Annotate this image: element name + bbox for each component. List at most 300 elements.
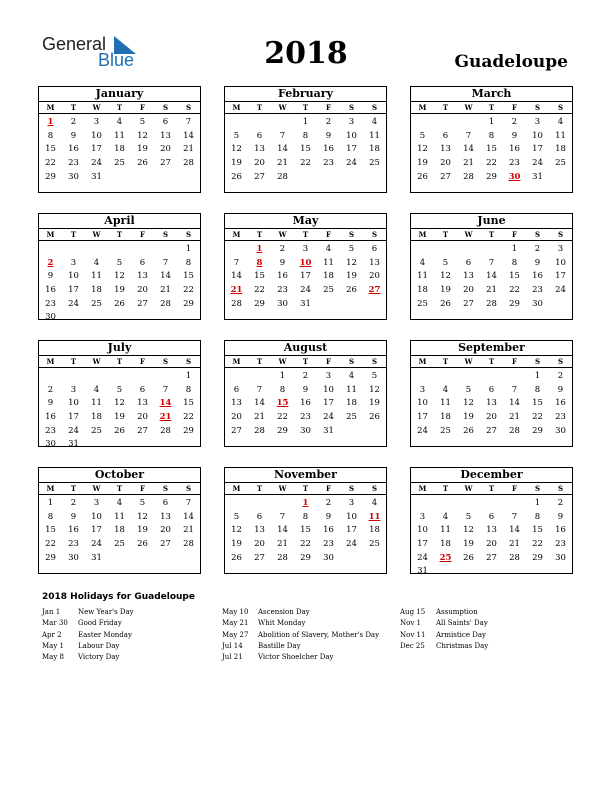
day: 16 — [45, 412, 56, 423]
weekday-label: S — [557, 230, 564, 239]
weekday-header — [411, 483, 572, 495]
weekday-header — [411, 229, 572, 241]
weekday-label: S — [348, 357, 355, 366]
weekday-label: W — [464, 357, 473, 366]
day: 29 — [532, 552, 543, 563]
day: 28 — [231, 298, 242, 309]
day: 16 — [300, 398, 311, 409]
logo-text-blue: Blue — [98, 50, 135, 70]
day: 5 — [465, 511, 472, 522]
day: 30 — [300, 425, 311, 436]
day: 31 — [532, 171, 543, 182]
weekday-label: T — [488, 484, 495, 493]
day: 19 — [417, 158, 428, 169]
day: 24 — [323, 412, 334, 423]
day: 22 — [45, 539, 56, 550]
day: 3 — [70, 384, 77, 395]
month-title: December — [411, 468, 572, 483]
day: 3 — [348, 117, 355, 127]
day: 27 — [231, 425, 242, 436]
day: 6 — [371, 244, 378, 254]
month-title: February — [225, 87, 386, 102]
day: 3 — [419, 511, 426, 522]
day-grid — [39, 368, 200, 452]
day: 25 — [417, 298, 428, 309]
day: 15 — [45, 144, 56, 155]
month-august — [224, 340, 387, 447]
day: 3 — [70, 257, 77, 268]
day: 24 — [68, 425, 79, 436]
day-grid — [225, 241, 386, 311]
holiday-date: May 1 — [42, 641, 64, 650]
day: 5 — [419, 130, 426, 141]
day: 15 — [254, 271, 265, 282]
day: 18 — [114, 144, 125, 155]
day-grid — [411, 114, 572, 184]
month-october — [38, 467, 201, 574]
day: 16 — [68, 525, 79, 536]
day: 15 — [486, 144, 497, 155]
day: 11 — [555, 130, 566, 141]
day: 22 — [300, 158, 311, 169]
day: 1 — [185, 371, 192, 381]
blank-day — [457, 370, 480, 384]
day: 7 — [511, 511, 518, 522]
day: 8 — [488, 130, 495, 141]
weekday-label: S — [185, 103, 192, 112]
day: 17 — [323, 398, 334, 409]
day: 18 — [369, 144, 380, 155]
weekday-label: M — [46, 230, 55, 239]
weekday-label: T — [488, 103, 495, 112]
day: 26 — [137, 539, 148, 550]
day: 18 — [440, 412, 451, 423]
weekday-label: F — [512, 484, 517, 493]
blank-day — [225, 497, 248, 511]
day: 21 — [277, 158, 288, 169]
day: 17 — [68, 412, 79, 423]
day: 27 — [254, 552, 265, 563]
day: 6 — [162, 117, 169, 127]
day: 4 — [116, 498, 123, 508]
weekday-label: F — [512, 357, 517, 366]
day: 25 — [555, 158, 566, 169]
day: 27 — [463, 298, 474, 309]
day: 6 — [256, 511, 263, 522]
day: 14 — [509, 398, 520, 409]
day: 30 — [555, 425, 566, 436]
day: 31 — [91, 552, 102, 563]
month-title: January — [39, 87, 200, 102]
day: 13 — [486, 398, 497, 409]
holiday-name: Victory Day — [78, 653, 120, 662]
blank-day — [62, 243, 85, 257]
blank-day — [480, 243, 503, 257]
day: 20 — [160, 525, 171, 536]
day: 9 — [47, 271, 54, 282]
day: 9 — [47, 398, 54, 409]
day: 20 — [231, 412, 242, 423]
day: 23 — [555, 412, 566, 423]
day: 27 — [137, 425, 148, 436]
day: 27 — [137, 298, 148, 309]
weekday-label: W — [464, 230, 473, 239]
blank-day — [248, 370, 271, 384]
day: 13 — [369, 257, 380, 268]
day: 11 — [346, 384, 357, 395]
month-june — [410, 213, 573, 320]
day: 27 — [486, 425, 497, 436]
weekday-label: T — [256, 484, 263, 493]
day: 13 — [463, 271, 474, 282]
day: 21 — [183, 144, 194, 155]
day: 14 — [277, 144, 288, 155]
weekday-label: S — [162, 230, 169, 239]
day: 13 — [137, 271, 148, 282]
weekday-label: T — [70, 230, 77, 239]
blank-day — [225, 116, 248, 130]
day: 20 — [369, 271, 380, 282]
day: 26 — [231, 552, 242, 563]
day: 29 — [532, 425, 543, 436]
blank-day — [85, 370, 108, 384]
day: 29 — [300, 552, 311, 563]
day: 31 — [300, 298, 311, 309]
day: 18 — [417, 285, 428, 296]
day: 10 — [323, 384, 334, 395]
weekday-header — [225, 483, 386, 495]
day: 9 — [511, 130, 518, 141]
weekday-header — [225, 102, 386, 114]
day: 9 — [325, 130, 332, 141]
weekday-label: W — [92, 103, 101, 112]
day: 30 — [68, 552, 79, 563]
weekday-label: S — [348, 103, 355, 112]
day: 3 — [419, 384, 426, 395]
month-title: August — [225, 341, 386, 356]
day: 5 — [139, 117, 146, 127]
day: 14 — [486, 271, 497, 282]
holiday-name: Labour Day — [78, 641, 120, 650]
day: 23 — [68, 539, 79, 550]
weekday-label: T — [488, 230, 495, 239]
day: 16 — [323, 144, 334, 155]
weekday-label: S — [371, 357, 378, 366]
day: 11 — [440, 525, 451, 536]
day: 5 — [465, 384, 472, 395]
day: 28 — [183, 539, 194, 550]
day: 2 — [557, 498, 564, 508]
holiday-date: Nov 11 — [400, 630, 426, 639]
weekday-label: W — [92, 230, 101, 239]
holiday-date: Nov 1 — [400, 619, 421, 628]
day: 13 — [231, 398, 242, 409]
weekday-label: W — [92, 357, 101, 366]
weekday-header — [225, 229, 386, 241]
day: 10 — [91, 511, 102, 522]
day: 15 — [509, 271, 520, 282]
day: 30 — [68, 171, 79, 182]
day: 23 — [323, 539, 334, 550]
day: 5 — [116, 384, 123, 395]
day: 19 — [114, 412, 125, 423]
holiday-date: May 21 — [222, 619, 249, 628]
day: 12 — [114, 271, 125, 282]
day: 15 — [532, 525, 543, 536]
day: 12 — [137, 511, 148, 522]
day: 8 — [534, 511, 541, 522]
month-title: October — [39, 468, 200, 483]
day: 10 — [417, 525, 428, 536]
day: 15 — [183, 398, 194, 409]
blank-day — [503, 497, 526, 511]
day: 12 — [369, 384, 380, 395]
day: 4 — [116, 117, 123, 127]
holiday-day: 2 — [47, 257, 54, 268]
day: 17 — [91, 525, 102, 536]
day: 19 — [231, 158, 242, 169]
weekday-header — [411, 356, 572, 368]
day: 17 — [417, 539, 428, 550]
day: 11 — [323, 257, 334, 268]
day: 7 — [162, 384, 169, 395]
weekday-label: S — [371, 103, 378, 112]
month-january — [38, 86, 201, 193]
day: 22 — [532, 412, 543, 423]
day: 8 — [47, 130, 54, 141]
weekday-label: T — [256, 103, 263, 112]
weekday-label: W — [464, 103, 473, 112]
day: 27 — [254, 171, 265, 182]
blank-day — [108, 370, 131, 384]
weekday-label: F — [140, 230, 145, 239]
day: 28 — [463, 171, 474, 182]
holiday-name: Abolition of Slavery, Mother's Day — [258, 630, 380, 639]
holiday-day: 21 — [230, 285, 243, 296]
day: 9 — [302, 384, 309, 395]
day: 1 — [511, 244, 518, 254]
weekday-label: S — [162, 357, 169, 366]
day: 21 — [183, 525, 194, 536]
day: 20 — [463, 285, 474, 296]
day: 1 — [279, 371, 286, 381]
blank-day — [434, 497, 457, 511]
month-title: May — [225, 214, 386, 229]
blank-day — [271, 116, 294, 130]
month-title: September — [411, 341, 572, 356]
day: 4 — [93, 257, 100, 268]
day: 2 — [70, 498, 77, 508]
month-title: July — [39, 341, 200, 356]
blank-day — [271, 497, 294, 511]
blank-day — [434, 243, 457, 257]
month-title: March — [411, 87, 572, 102]
weekday-label: T — [70, 484, 77, 493]
day: 1 — [47, 498, 54, 508]
blank-day — [225, 370, 248, 384]
day: 24 — [346, 539, 357, 550]
weekday-label: F — [512, 103, 517, 112]
weekday-header — [39, 102, 200, 114]
day-grid — [39, 495, 200, 565]
day: 14 — [277, 525, 288, 536]
day: 6 — [442, 130, 449, 141]
day: 24 — [532, 158, 543, 169]
holiday-day: 1 — [256, 244, 263, 254]
weekday-header — [39, 356, 200, 368]
blank-day — [39, 243, 62, 257]
day: 13 — [254, 144, 265, 155]
day: 12 — [231, 525, 242, 536]
day: 1 — [185, 244, 192, 254]
day: 8 — [534, 384, 541, 395]
day: 26 — [463, 425, 474, 436]
day: 11 — [369, 130, 380, 141]
weekday-label: T — [442, 484, 449, 493]
holiday-entry — [222, 607, 379, 618]
holiday-entry — [222, 641, 379, 652]
day: 8 — [302, 130, 309, 141]
day: 22 — [532, 539, 543, 550]
day: 17 — [91, 144, 102, 155]
day: 15 — [532, 398, 543, 409]
day: 13 — [254, 525, 265, 536]
day: 7 — [465, 130, 472, 141]
day: 17 — [532, 144, 543, 155]
month-april — [38, 213, 201, 323]
day: 3 — [534, 117, 541, 127]
weekday-label: T — [116, 230, 123, 239]
blank-day — [131, 243, 154, 257]
day: 18 — [91, 412, 102, 423]
holiday-name: Christmas Day — [436, 641, 489, 650]
day: 9 — [557, 384, 564, 395]
day: 19 — [346, 271, 357, 282]
holiday-name: All Saints' Day — [436, 619, 488, 628]
day: 19 — [231, 539, 242, 550]
day: 17 — [346, 144, 357, 155]
day: 25 — [91, 298, 102, 309]
blank-day — [248, 497, 271, 511]
day: 24 — [91, 158, 102, 169]
day: 28 — [277, 552, 288, 563]
weekday-label: S — [185, 357, 192, 366]
weekday-label: W — [278, 230, 287, 239]
day: 25 — [369, 539, 380, 550]
day: 10 — [91, 130, 102, 141]
weekday-header — [225, 356, 386, 368]
weekday-label: T — [116, 103, 123, 112]
day: 15 — [45, 525, 56, 536]
day: 24 — [417, 552, 428, 563]
day: 9 — [557, 511, 564, 522]
day-grid — [39, 241, 200, 325]
day: 17 — [68, 285, 79, 296]
weekday-label: T — [116, 484, 123, 493]
logo-text-general: General — [42, 34, 107, 54]
day: 12 — [463, 525, 474, 536]
day: 17 — [300, 271, 311, 282]
day: 26 — [114, 425, 125, 436]
day: 3 — [93, 117, 100, 127]
holiday-column — [222, 607, 379, 663]
day: 6 — [256, 130, 263, 141]
holiday-date: Jul 14 — [222, 641, 243, 650]
day: 26 — [346, 285, 357, 296]
day: 6 — [488, 384, 495, 395]
weekday-label: S — [162, 103, 169, 112]
weekday-label: T — [70, 103, 77, 112]
day: 11 — [114, 511, 125, 522]
day: 2 — [557, 371, 564, 381]
holiday-date: Mar 30 — [42, 619, 68, 628]
holiday-entry — [222, 618, 379, 629]
day: 26 — [231, 171, 242, 182]
day: 23 — [277, 285, 288, 296]
day: 25 — [114, 539, 125, 550]
day: 15 — [183, 271, 194, 282]
blank-day — [457, 497, 480, 511]
day: 12 — [346, 257, 357, 268]
blank-day — [85, 243, 108, 257]
blank-day — [108, 243, 131, 257]
day: 29 — [183, 425, 194, 436]
day: 7 — [256, 384, 263, 395]
day: 18 — [91, 285, 102, 296]
day: 18 — [323, 271, 334, 282]
day: 7 — [185, 498, 192, 508]
holiday-entry — [222, 630, 379, 641]
weekday-label: T — [488, 357, 495, 366]
day: 20 — [486, 412, 497, 423]
day: 27 — [440, 171, 451, 182]
holidays-title: 2018 Holidays for Guadeloupe — [42, 592, 195, 602]
day: 29 — [254, 298, 265, 309]
day: 6 — [162, 498, 169, 508]
weekday-label: M — [418, 484, 427, 493]
day: 3 — [302, 244, 309, 254]
day: 2 — [511, 117, 518, 127]
holiday-name: Easter Monday — [78, 630, 132, 639]
day: 30 — [323, 552, 334, 563]
blank-day — [248, 116, 271, 130]
weekday-label: M — [418, 357, 427, 366]
day: 22 — [183, 285, 194, 296]
day: 7 — [162, 257, 169, 268]
weekday-header — [411, 102, 572, 114]
day: 23 — [300, 412, 311, 423]
day: 14 — [160, 271, 171, 282]
day: 8 — [185, 257, 192, 268]
weekday-label: S — [557, 357, 564, 366]
holiday-entry — [400, 641, 488, 652]
day: 22 — [183, 412, 194, 423]
holiday-day: 14 — [159, 398, 172, 409]
blank-day — [225, 243, 248, 257]
day: 28 — [183, 158, 194, 169]
day: 26 — [463, 552, 474, 563]
month-march — [410, 86, 573, 193]
day: 31 — [91, 171, 102, 182]
day: 7 — [279, 511, 286, 522]
holiday-name: Victor Shoelcher Day — [258, 653, 334, 662]
day: 30 — [277, 298, 288, 309]
holiday-entry — [400, 630, 488, 641]
day: 22 — [509, 285, 520, 296]
day: 25 — [369, 158, 380, 169]
day: 8 — [511, 257, 518, 268]
holiday-name: Assumption — [436, 608, 478, 616]
